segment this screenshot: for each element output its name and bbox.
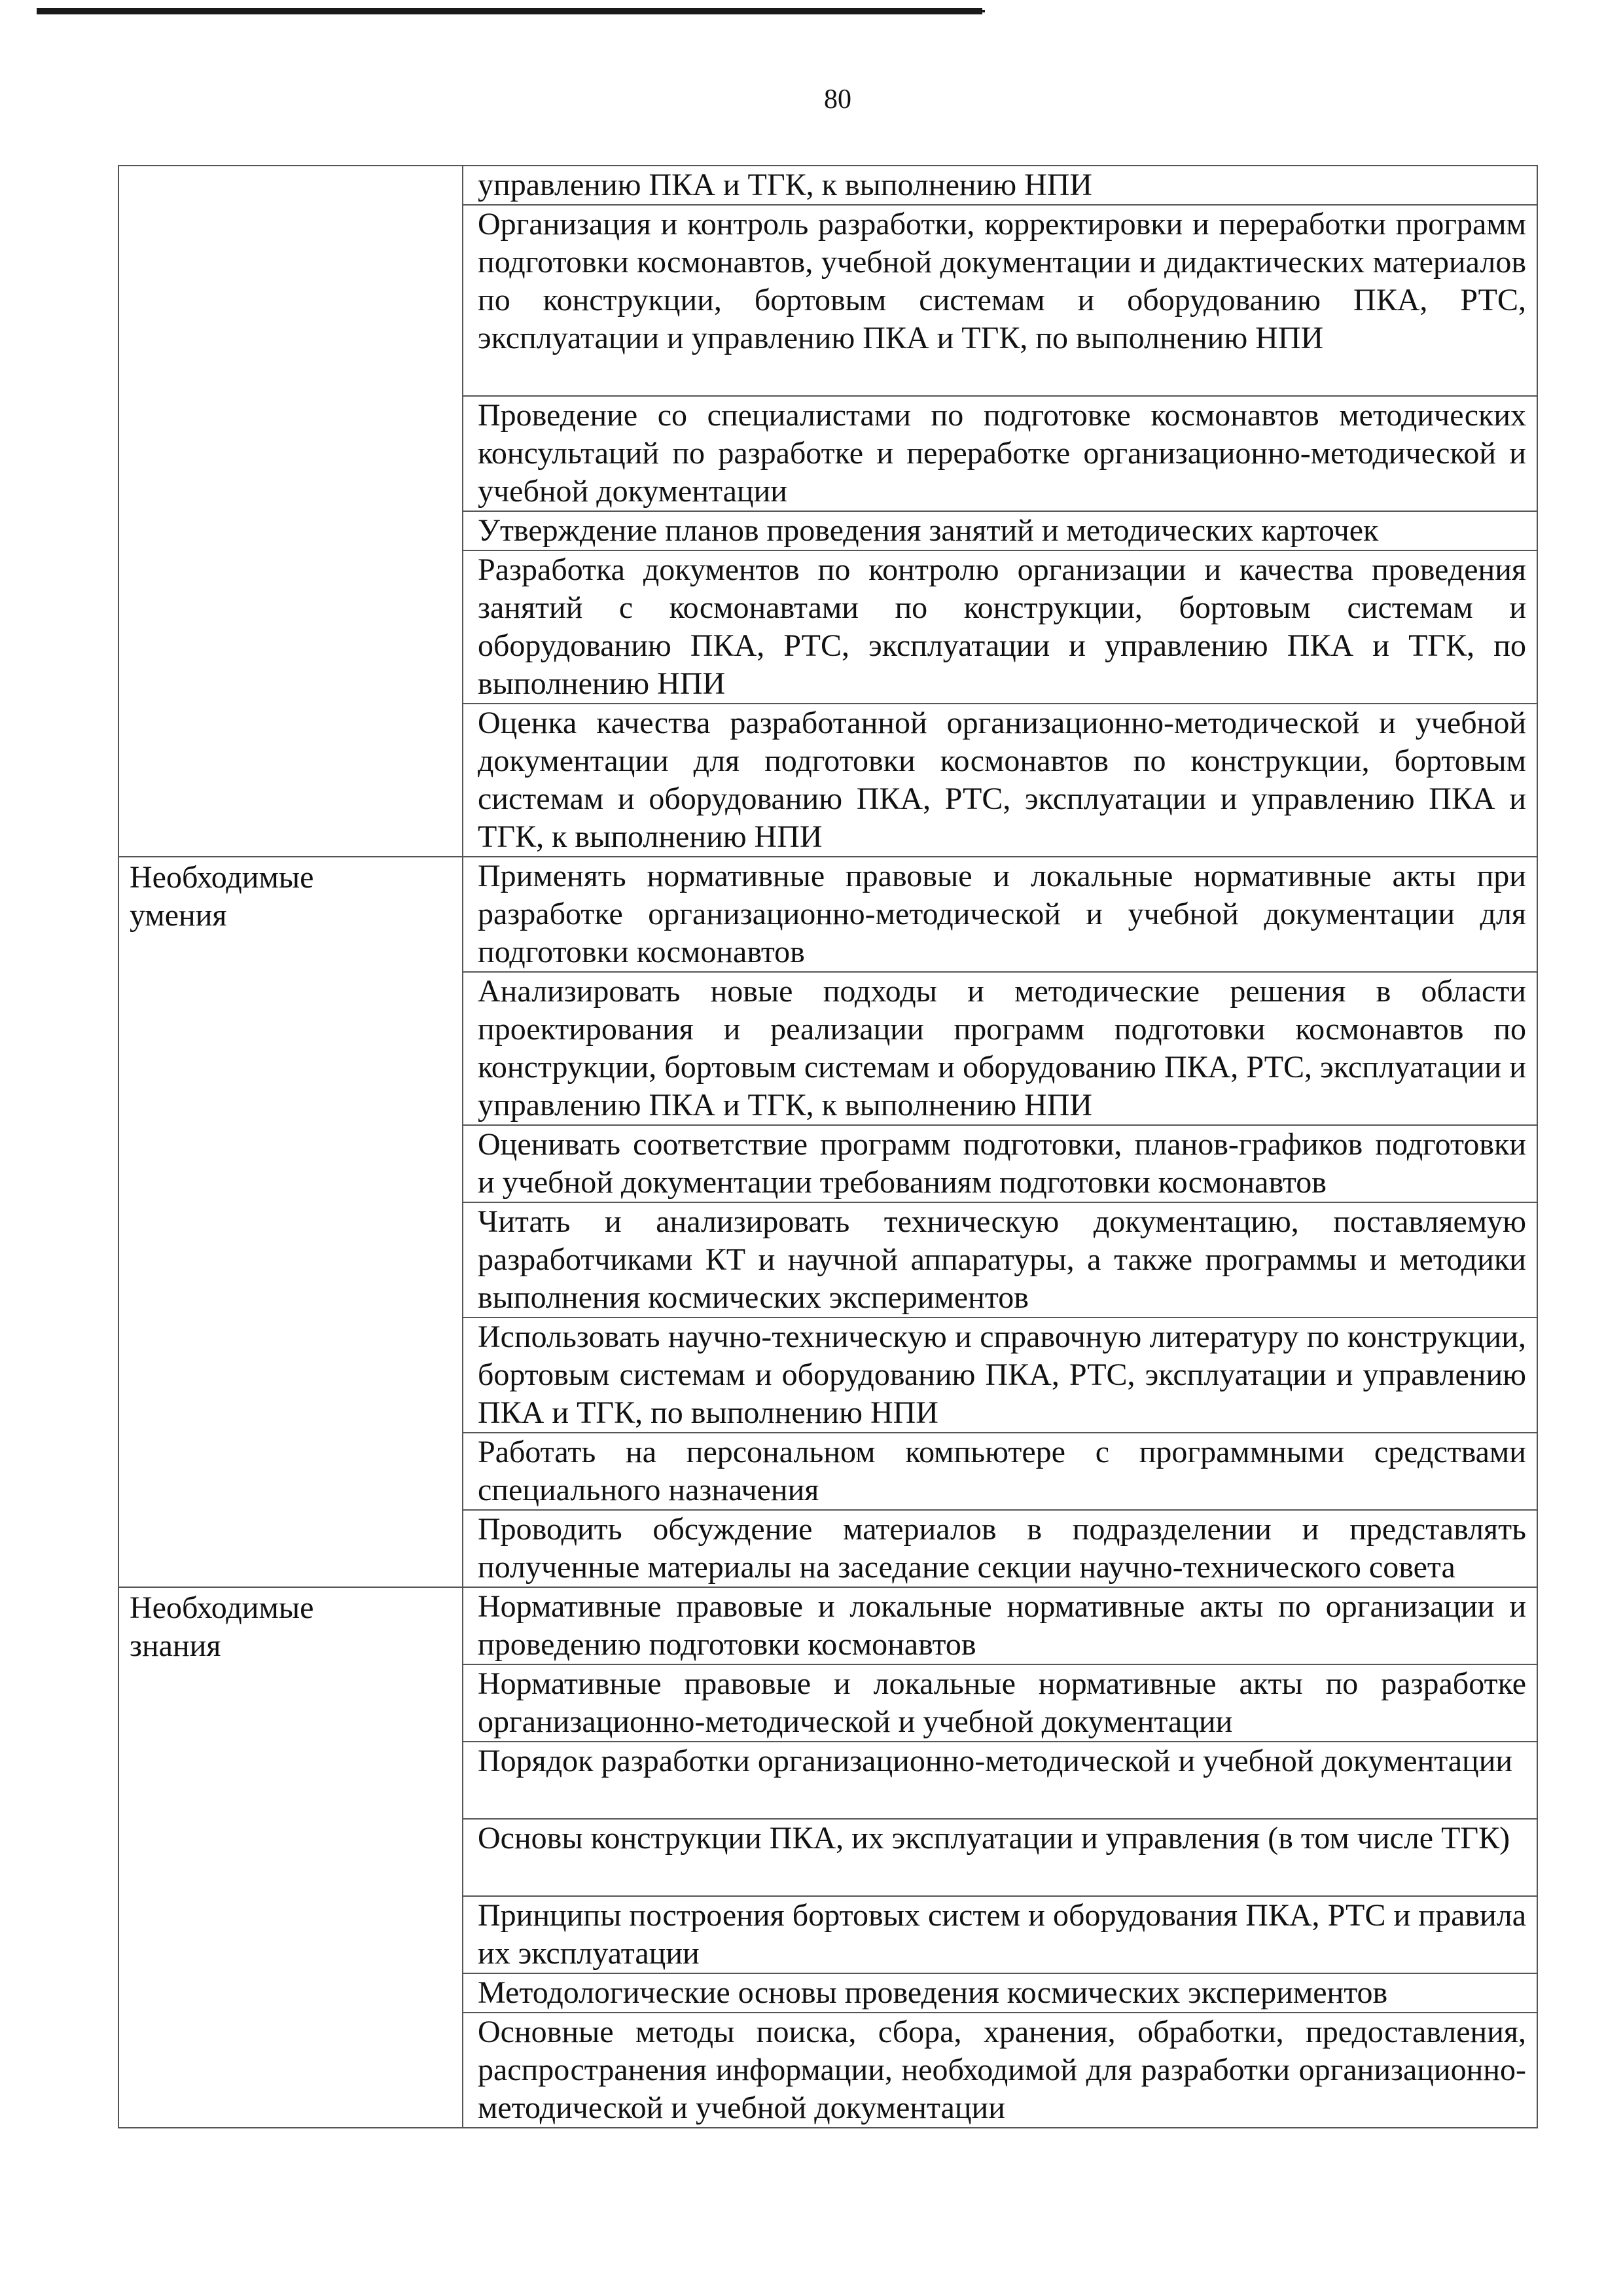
table-cell: управлению ПКА и ТГК, к выполнению НПИ (463, 166, 1537, 205)
table-cell: Использовать научно-техническую и справочную литературу по конструкции, бортовым системам и оборудованию ПКА, РТС, эксплуатации и управлению ПКА и ТГК, по выполнению НПИ (463, 1318, 1537, 1433)
skills-label-line2: умения (130, 898, 227, 933)
top-scan-bar (37, 8, 982, 14)
table-cell: Методологические основы проведения космических экспериментов (463, 1973, 1537, 2013)
page-number: 80 (824, 84, 851, 115)
table-cell: Проводить обсуждение материалов в подразделении и представлять полученные материалы на заседание секции научно-технического совета (463, 1510, 1537, 1587)
table-cell: Оценка качества разработанной организационно-методической и учебной документации для подготовки космонавтов по конструкции, бортовым системам и оборудованию ПКА, РТС, эксплуатации и управлению ПКА и ТГК, к выполнению НПИ (463, 704, 1537, 857)
table-cell: Утверждение планов проведения занятий и методических карточек (463, 511, 1537, 550)
knowledge-label-line2: знания (130, 1628, 221, 1663)
table-cell: Принципы построения бортовых систем и оборудования ПКА, РТС и правила их эксплуатации (463, 1896, 1537, 1973)
table-cell: Нормативные правовые и локальные нормативные акты по разработке организационно-методической и учебной документации (463, 1664, 1537, 1742)
table-cell: Разработка документов по контролю организации и качества проведения занятий с космонавтами по конструкции, бортовым системам и оборудованию ПКА, РТС, эксплуатации и управлению ПКА и ТГК, по выполнению НПИ (463, 550, 1537, 704)
table-cell: Работать на персональном компьютере с программными средствами специального назначения (463, 1433, 1537, 1510)
top-scan-bar-tail (982, 10, 985, 12)
table-row (118, 857, 1537, 972)
requirements-table (118, 165, 1538, 2128)
table-row (118, 166, 1537, 205)
table-cell: Оценивать соответствие программ подготовки, планов-графиков подготовки и учебной документации требованиям подготовки космонавтов (463, 1125, 1537, 1202)
table-cell: Нормативные правовые и локальные нормативные акты по организации и проведению подготовки космонавтов (463, 1587, 1537, 1664)
skills-label-cell (118, 857, 463, 1587)
table-row (118, 1587, 1537, 1664)
table-cell: Основы конструкции ПКА, их эксплуатации и управления (в том числе ТГК) (463, 1819, 1537, 1896)
table-cell: Основные методы поиска, сбора, хранения, обработки, предоставления, распространения информации, необходимой для разработки организационно-методической и учебной документации (463, 2013, 1537, 2128)
table-cell: Применять нормативные правовые и локальные нормативные акты при разработке организационно-методической и учебной документации для подготовки космонавтов (463, 857, 1537, 972)
skills-label-line1: Необходимые (130, 860, 314, 895)
table-cell: Порядок разработки организационно-методической и учебной документации (463, 1742, 1537, 1819)
label-cell-empty (118, 166, 463, 857)
knowledge-label-line1: Необходимые (130, 1590, 314, 1625)
table-cell: Анализировать новые подходы и методические решения в области проектирования и реализации программ подготовки космонавтов по конструкции, бортовым системам и оборудованию ПКА, РТС, эксплуатации и управлению ПКА и ТГК, к выполнению НПИ (463, 972, 1537, 1125)
table-cell: Читать и анализировать техническую документацию, поставляемую разработчиками КТ и научной аппаратуры, а также программы и методики выполнения космических экспериментов (463, 1202, 1537, 1318)
knowledge-label-cell (118, 1587, 463, 2128)
table-cell: Организация и контроль разработки, корректировки и переработки программ подготовки космонавтов, учебной документации и дидактических материалов по конструкции, бортовым системам и оборудованию ПКА, РТС, эксплуатации и управлению ПКА и ТГК, по выполнению НПИ (463, 205, 1537, 396)
table-cell: Проведение со специалистами по подготовке космонавтов методических консультаций по разработке и переработке организационно-методической и учебной документации (463, 396, 1537, 511)
